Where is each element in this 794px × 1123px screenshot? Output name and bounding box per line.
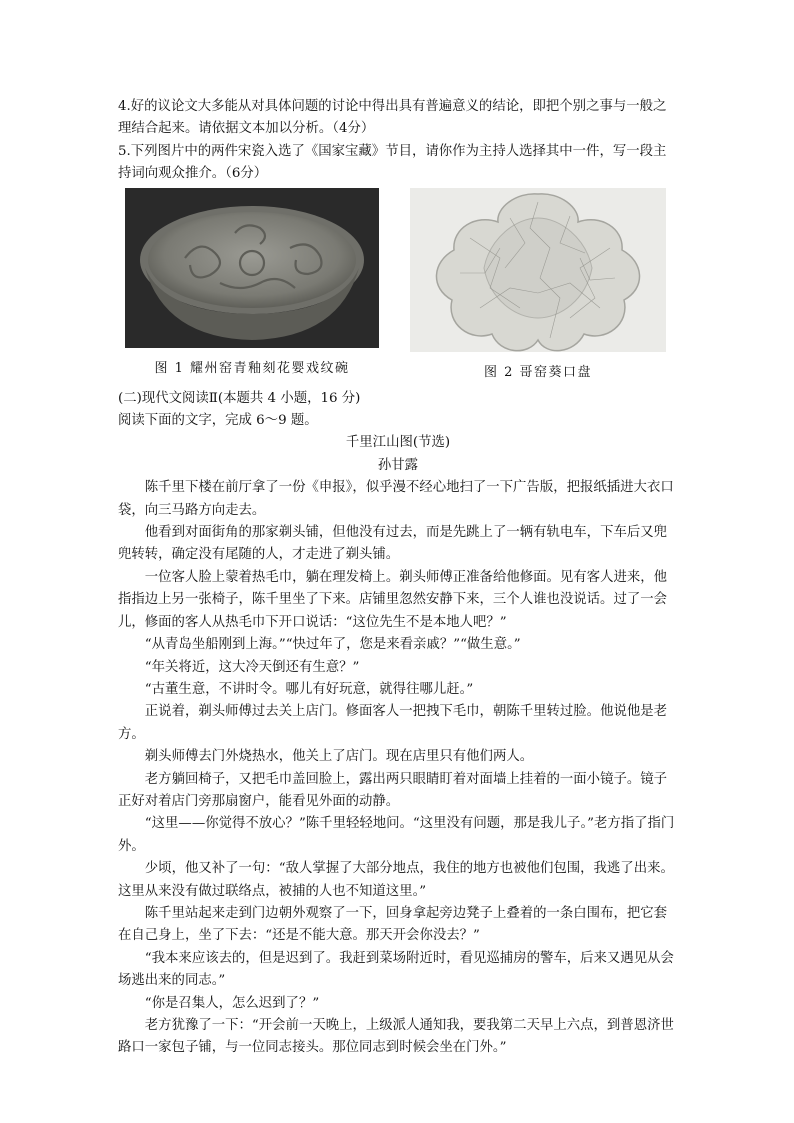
- paragraph: 剃头师傅去门外烧热水，他关上了店门。现在店里只有他们两人。: [144, 749, 534, 765]
- section-heading: (二)现代文阅读Ⅱ(本题共 4 小题，16 分): [118, 390, 361, 406]
- plate-photo: [410, 188, 666, 352]
- paragraph: “你是召集人，怎么迟到了？”: [144, 995, 320, 1011]
- bowl-photo: [125, 188, 379, 348]
- paragraph: 老方躺回椅子，又把毛巾盖回脸上，露出两只眼睛盯着对面墙上挂着的一面小镜子。镜子正好对着店门旁那扇窗户，能看见外面的动静。: [118, 771, 668, 809]
- question-5: 5.下列图片中的两件宋瓷入选了《国家宝藏》节目，请你作为主持人选择其中一件，写一段主持词向观众推介。（6分）: [118, 143, 667, 182]
- paragraph: “我本来应该去的，但是迟到了。我赶到菜场附近时，看见巡捕房的警车，后来又遇见从会场逃出来的同志。”: [118, 950, 674, 989]
- figure-1-caption: 图 1 耀州窑青釉刻花婴戏纹碗: [154, 360, 350, 376]
- paragraph: “古董生意，不讲时令。哪儿有好玩意，就得往哪儿赶。”: [144, 681, 474, 697]
- figures-row: [118, 188, 678, 388]
- section-instruction: 阅读下面的文字，完成 6～9 题。: [118, 413, 318, 429]
- paragraph: 正说着，剃头师傅过去关上店门。修面客人一把拽下毛巾，朝陈千里转过脸。他说他是老方。: [118, 704, 668, 742]
- figure-1: [124, 188, 380, 380]
- paragraph: 陈千里站起来走到门边朝外观察了一下，回身拿起旁边凳子上叠着的一条白围布，把它套在自己身上，坐了下去：“还是不能大意。那天开会你没去？”: [118, 905, 668, 944]
- paragraph: “年关将近，这大冷天倒还有生意？”: [144, 659, 360, 675]
- paragraph: 少顷，他又补了一句：“敌人掌握了大部分地点，我住的地方也被他们包围，我逃了出来。这里从来没有做过联络点，被捕的人也不知道这里。”: [118, 861, 674, 899]
- paragraph: “从青岛坐船刚到上海。”“快过年了，您是来看亲戚？”“做生意。”: [144, 637, 521, 653]
- question-4: 4.好的议论文大多能从对具体问题的讨论中得出具有普遍意义的结论，即把个别之事与一般之理结合起来。请依据文本加以分析。（4分）: [118, 99, 667, 137]
- figure-2: [410, 188, 666, 384]
- article-author: 孙甘露: [377, 457, 419, 473]
- article-title: 千里江山图(节选): [345, 435, 451, 451]
- paragraph: 一位客人脸上蒙着热毛巾，躺在理发椅上。剃头师傅正准备给他修面。见有客人进来，他指指边上另一张椅子，陈千里坐了下来。店铺里忽然安静下来，三个人谁也没说话。过了一会儿，修面的客人从热毛巾下开口说话：“这位先生不是本地人吧？”: [118, 569, 668, 630]
- paragraph: 老方犹豫了一下：“开会前一天晚上，上级派人通知我，要我第二天早上六点，到普恩济世路口一家包子铺，与一位同志接头。那位同志到时候会坐在门外。”: [118, 1018, 674, 1056]
- document-body: [118, 96, 678, 1060]
- paragraph: 陈千里下楼在前厅拿了一份《申报》，似乎漫不经心地扫了一下广告版，把报纸插进大衣口袋，向三马路方向走去。: [118, 480, 674, 518]
- paragraph: “这里——你觉得不放心？”陈千里轻轻地问。“这里没有问题，那是我儿子。”老方指了指门外。: [118, 816, 675, 854]
- paragraph: 他看到对面街角的那家剃头铺，但他没有过去，而是先跳上了一辆有轨电车，下车后又兜兜转转，确定没有尾随的人，才走进了剃头铺。: [118, 525, 668, 563]
- figure-2-caption: 图 2 哥窑葵口盘: [483, 364, 593, 380]
